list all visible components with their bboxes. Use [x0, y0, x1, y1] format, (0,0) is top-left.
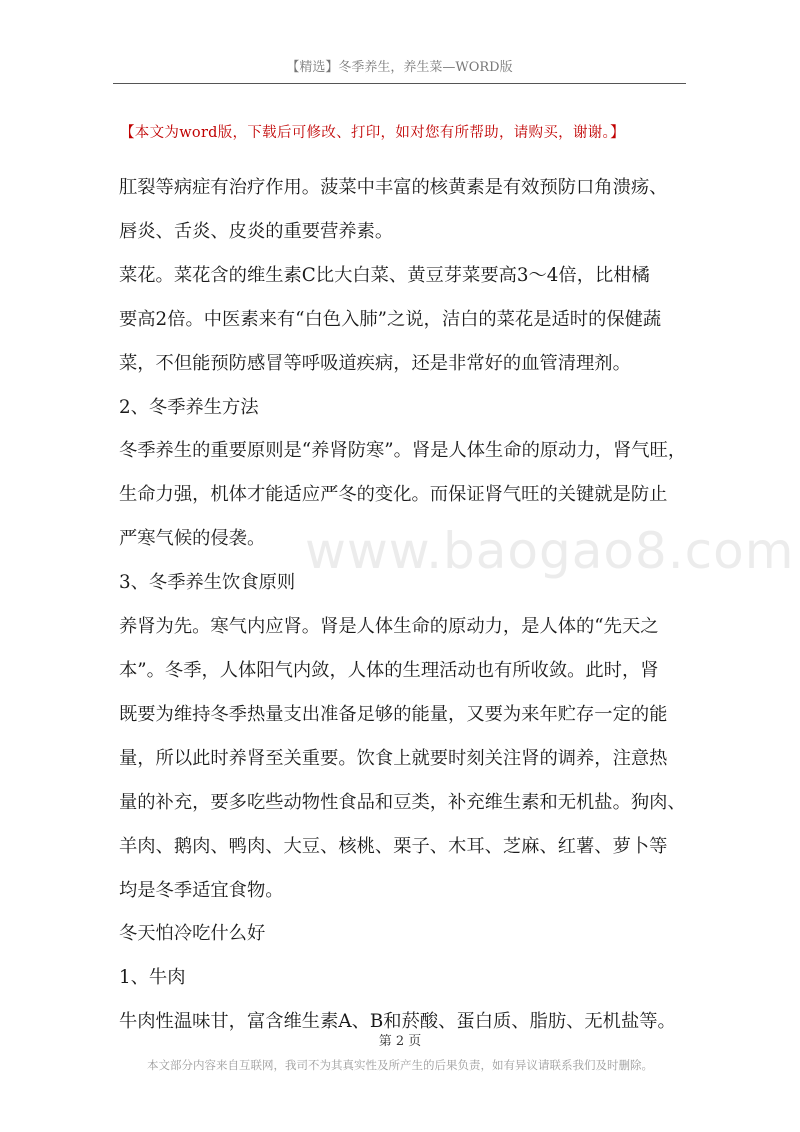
page-number: 第 2 页: [378, 1034, 422, 1049]
body-line: 牛肉性温味甘，富含维生素A、B和菸酸、蛋白质、脂肪、无机盐等。: [119, 1011, 676, 1033]
purchase-notice: 【本文为word版，下载后可修改、打印，如对您有所帮助，请购买，谢谢。】: [120, 125, 625, 141]
watermark: www.baogao8.com: [305, 522, 795, 580]
document-body: [119, 166, 685, 1044]
body-line: 均是冬季适宜食物。: [119, 879, 284, 901]
section-heading: 冬天怕冷吃什么好: [119, 923, 266, 945]
footer-disclaimer: 本文部分内容来自互联网，我司不为其真实性及所产生的后果负责，如有异议请联系我们及时删除。: [147, 1058, 653, 1072]
body-line: 菜，不但能预防感冒等呼吸道疾病，还是非常好的血管清理剂。: [119, 352, 631, 374]
header-title: 【精选】冬季养生，养生菜—WORD版: [286, 60, 513, 75]
body-line: 量，所以此时养肾至关重要。饮食上就要时刻关注肾的调养，注意热: [119, 747, 668, 769]
body-line: 严寒气候的侵袭。: [119, 528, 266, 550]
section-heading: 3、冬季养生饮食原则: [119, 572, 296, 594]
section-heading: 1、牛肉: [119, 967, 186, 989]
body-line: 唇炎、舌炎、皮炎的重要营养素。: [119, 220, 394, 242]
page-header: [113, 56, 686, 84]
body-line: 生命力强，机体才能适应严冬的变化。而保证肾气旺的关键就是防止: [119, 484, 668, 506]
body-line: 羊肉、鹅肉、鸭肉、大豆、核桃、栗子、木耳、芝麻、红薯、萝卜等: [119, 835, 668, 857]
body-line: 量的补充，要多吃些动物性食品和豆类，补充维生素和无机盐。狗肉、: [119, 791, 686, 813]
body-line: 菜花。菜花含的维生素C比大白菜、黄豆芽菜要高3～4倍，比柑橘: [119, 264, 650, 286]
body-line: 冬季养生的重要原则是“养肾防寒”。肾是人体生命的原动力，肾气旺，: [119, 440, 687, 462]
body-line: 肛裂等病症有治疗作用。菠菜中丰富的核黄素是有效预防口角溃疡、: [119, 177, 668, 198]
body-line: 养肾为先。寒气内应肾。肾是人体生命的原动力，是人体的“先天之: [119, 616, 659, 638]
body-line: 要高2倍。中医素来有“白色入肺”之说，洁白的菜花是适时的保健蔬: [119, 308, 662, 330]
section-heading: 2、冬季养生方法: [119, 396, 259, 418]
body-line: 本”。冬季，人体阳气内敛，人体的生理活动也有所收敛。此时，肾: [119, 659, 659, 681]
body-line: 既要为维持冬季热量支出准备足够的能量，又要为来年贮存一定的能: [119, 703, 668, 725]
